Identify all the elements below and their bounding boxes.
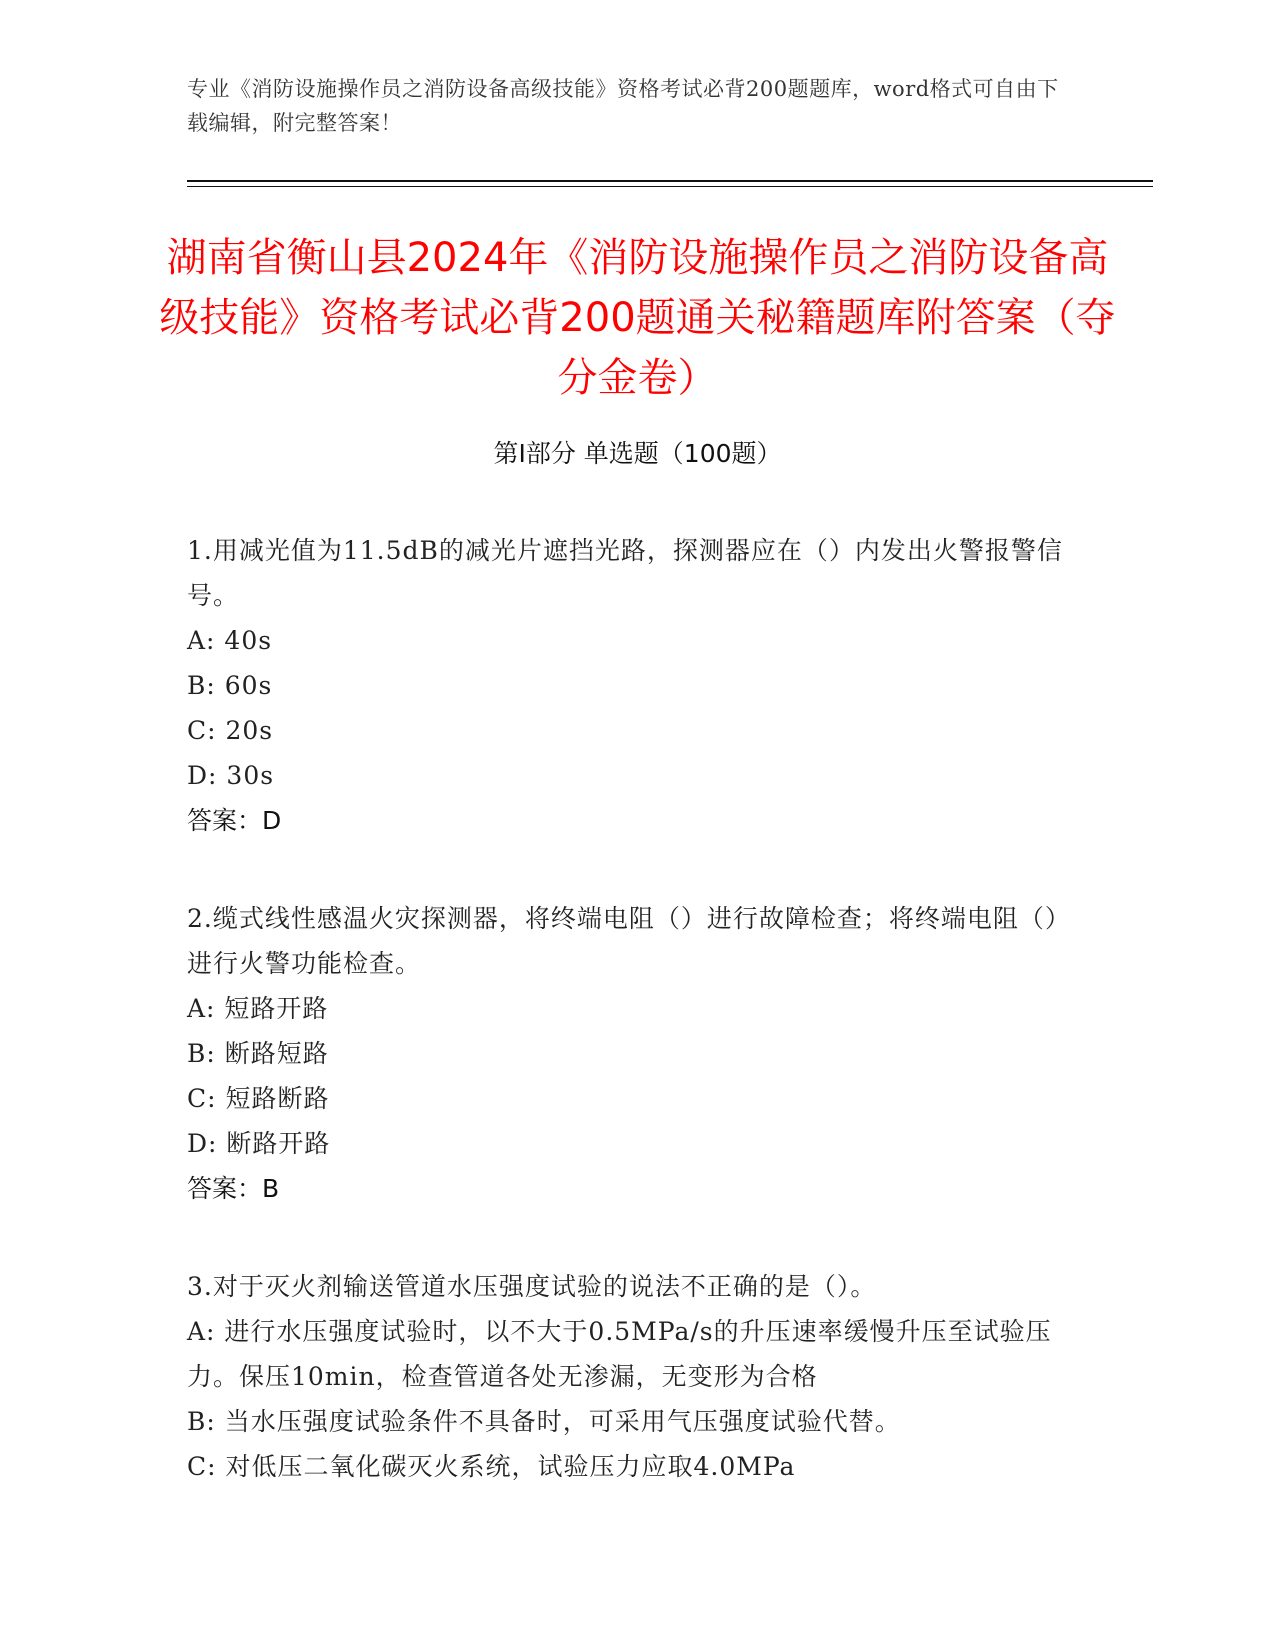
option-d: D: 30s [187, 761, 275, 790]
option-c: C: 对低压二氧化碳灭火系统，试验压力应取4.0MPa [187, 1452, 796, 1481]
option-a: A: 40s [187, 626, 273, 655]
option-d: D: 断路开路 [187, 1129, 331, 1158]
option-b: B: 断路短路 [187, 1039, 329, 1068]
option-b: B: 60s [187, 671, 273, 700]
question-stem: 2.缆式线性感温火灾探测器，将终端电阻（）进行故障检查；将终端电阻（）进行火警功能检查。 [187, 904, 1071, 978]
question-list [187, 528, 1077, 1542]
option-a: A: 短路开路 [187, 994, 329, 1023]
question-1 [187, 528, 1077, 843]
header-rule-thick [187, 180, 1153, 182]
section-title: 第Ⅰ部分 单选题（100题） [493, 439, 782, 468]
question-3 [187, 1264, 1077, 1489]
option-c: C: 20s [187, 716, 274, 745]
answer: 答案：B [187, 1174, 280, 1203]
header-note: 专业《消防设施操作员之消防设备高级技能》资格考试必背200题题库，word格式可自由下载编辑，附完整答案！ [187, 77, 1059, 135]
header-rule-thin [187, 186, 1153, 187]
question-stem: 3.对于灭火剂输送管道水压强度试验的说法不正确的是（）。 [187, 1272, 877, 1301]
option-b: B: 当水压强度试验条件不具备时，可采用气压强度试验代替。 [187, 1407, 901, 1436]
option-a: A: 进行水压强度试验时，以不大于0.5MPa/s的升压速率缓慢升压至试验压力。保压10min，检查管道各处无渗漏，无变形为合格 [187, 1317, 1052, 1391]
answer: 答案：D [187, 806, 282, 835]
option-c: C: 短路断路 [187, 1084, 330, 1113]
question-stem: 1.用减光值为11.5dB的减光片遮挡光路，探测器应在（）内发出火警报警信号。 [187, 536, 1063, 610]
question-2 [187, 896, 1077, 1211]
document-title: 湖南省衡山县2024年《消防设施操作员之消防设备高级技能》资格考试必背200题通关秘籍题库附答案（夺分金卷） [159, 235, 1116, 401]
